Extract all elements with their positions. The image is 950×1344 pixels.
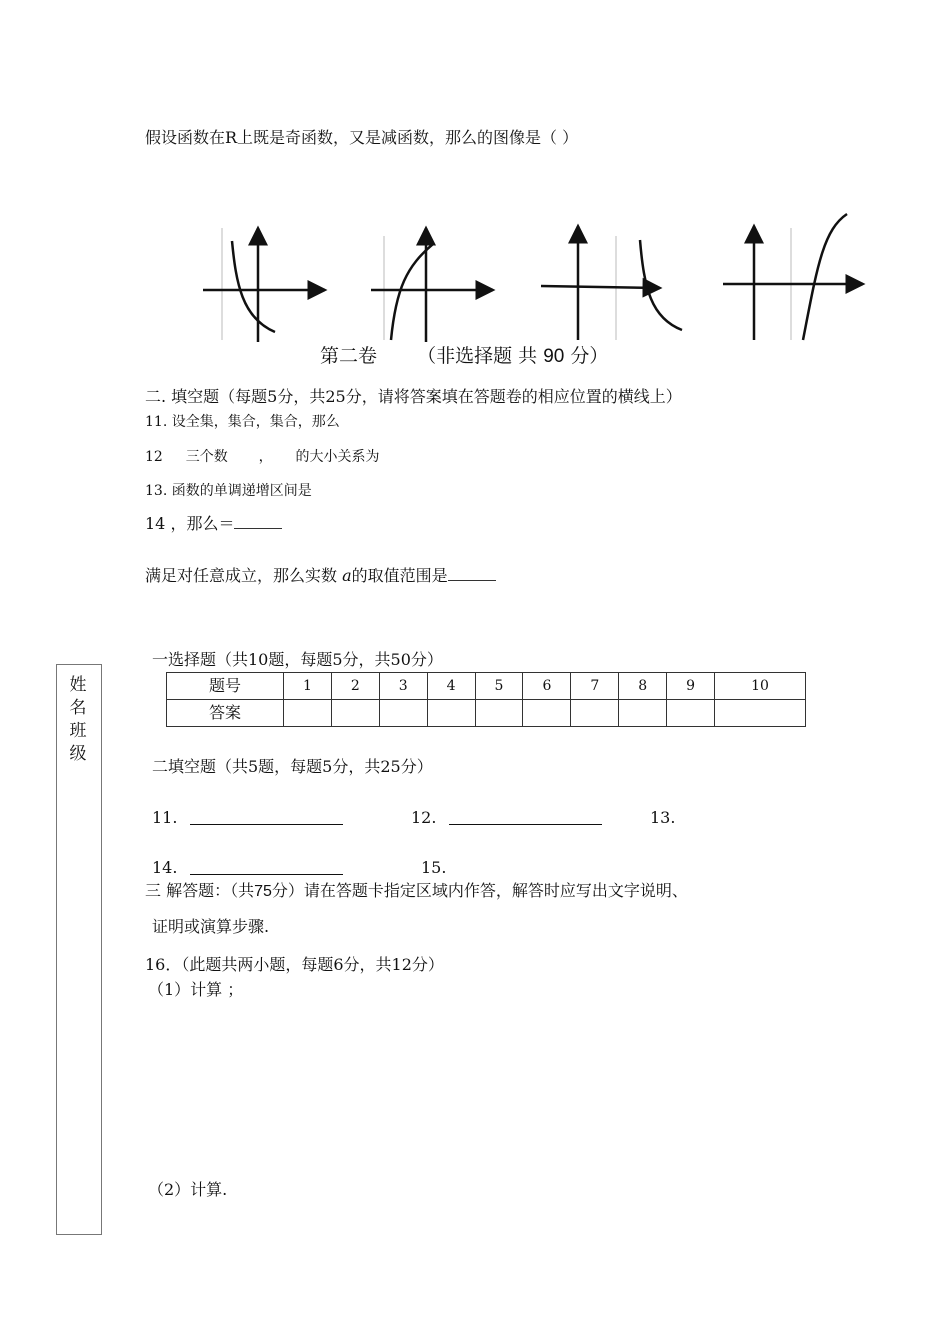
blank-label-14: 14. [152,858,178,877]
volume-2-subtitle: （非选择题 共 [417,345,538,367]
answer-table [166,672,806,727]
question-number-cell: 6 [523,673,571,700]
answer-cell[interactable] [619,700,667,727]
solve-heading-part-b: 分）请在答题卡指定区域内作答，解答时应写出文字说明、 [271,881,688,900]
blank-label-12: 12. [411,808,437,827]
question-14-text: 14 ，那么＝ [145,514,235,533]
graph-b [371,228,493,342]
question-number-header: 题号 [167,673,284,700]
volume-2-label: 第二卷 [320,345,378,367]
answer-header: 答案 [167,700,284,727]
answer-cell[interactable] [427,700,475,727]
answer-cell[interactable] [284,700,332,727]
solve-heading-score: 75 [254,883,272,900]
fill-section-heading: 二. 填空题（每题5分，共25分，请将答案填在答题卷的相应位置的横线上） [145,387,682,406]
question-15 [145,566,496,586]
graph-d [723,214,863,340]
question-10-text: 假设函数在R上既是奇函数，又是减函数，那么的图像是（ ） [145,128,579,147]
volume-2-unit: 分） [570,345,609,367]
table-row [167,700,806,727]
answer-cell[interactable] [523,700,571,727]
question-16: 16．（此题共两小题，每题6分，共12分） [145,955,444,974]
blank-label-13: 13. [650,808,676,827]
volume-2-title [320,346,608,367]
name-class-label: 姓名班级 [69,675,87,764]
choice-heading: 一选择题（共10题，每题5分，共50分） [152,650,443,669]
question-14-blank [234,514,282,529]
question-number-cell: 4 [427,673,475,700]
question-12 [145,447,380,467]
question-12-number: 12 [145,449,163,465]
fill-answer-heading: 二填空题（共5题，每题5分，共25分） [152,757,433,776]
solve-heading-line-2: 证明或演算步骤. [152,917,270,936]
solve-section-heading [145,881,688,902]
question-11: 11. 设全集，集合，集合，那么 [145,414,340,430]
answer-cell[interactable] [331,700,379,727]
question-15-end: 的取值范围是 [351,566,448,585]
question-12-part-a: 三个数 [185,449,228,465]
answer-cell[interactable] [571,700,619,727]
answer-blank-11[interactable] [190,824,343,825]
question-14 [145,514,282,534]
question-number-cell: 1 [284,673,332,700]
question-15-blank [448,566,496,581]
answer-cell[interactable] [667,700,715,727]
answer-blank-12[interactable] [449,824,602,825]
option-graphs [195,208,875,358]
blank-label-15: 15. [421,858,447,877]
question-number-cell: 9 [667,673,715,700]
answer-cell[interactable] [475,700,523,727]
question-13: 13. 函数的单调递增区间是 [145,483,312,499]
question-15-variable: a [342,566,352,585]
question-15-text: 满足对任意成立，那么实数 [145,566,338,585]
answer-cell[interactable] [715,700,806,727]
question-16-part-2: （2）计算. [148,1180,228,1199]
question-number-cell: 8 [619,673,667,700]
solve-heading-part-a: 三 解答题：（共 [145,881,255,900]
question-12-part-b: ， [258,449,273,465]
answer-blank-14[interactable] [190,874,343,875]
question-number-cell: 3 [379,673,427,700]
blank-label-11: 11. [152,808,178,827]
graph-a [203,228,325,342]
answer-cell[interactable] [379,700,427,727]
question-number-cell: 7 [571,673,619,700]
question-number-cell: 2 [331,673,379,700]
volume-2-score: 90 [543,346,565,367]
graph-c [541,226,682,340]
question-number-cell: 5 [475,673,523,700]
question-16-part-1: （1）计算 ； [148,980,244,999]
question-12-part-c: 的大小关系为 [295,449,380,465]
question-number-cell: 10 [715,673,806,700]
table-row [167,673,806,700]
